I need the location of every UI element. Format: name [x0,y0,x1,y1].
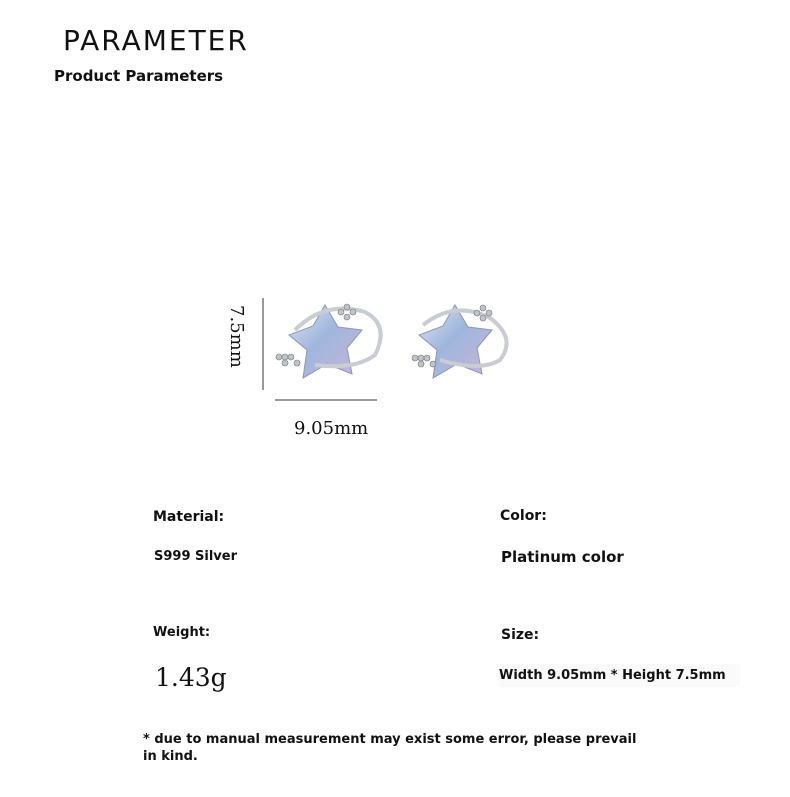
earring-left [276,304,381,378]
weight-label: Weight: [153,625,211,640]
color-label: Color: [500,508,547,524]
product-image [255,290,525,415]
measurement-note: * due to manual measurement may exist some error, please prevail in kind. [143,732,637,764]
material-label: Material: [153,509,225,525]
material-value: S999 Silver [154,549,238,564]
page-title: PARAMETER [63,24,249,57]
earring-right [412,305,507,378]
size-value: Width 9.05mm * Height 7.5mm [499,664,740,687]
size-label: Size: [501,627,540,643]
height-dimension-label: 7.5mm [226,305,247,368]
section-subtitle: Product Parameters [54,67,224,85]
weight-value: 1.43g [155,663,227,692]
width-dimension-label: 9.05mm [294,418,369,439]
color-value: Platinum color [501,548,624,566]
